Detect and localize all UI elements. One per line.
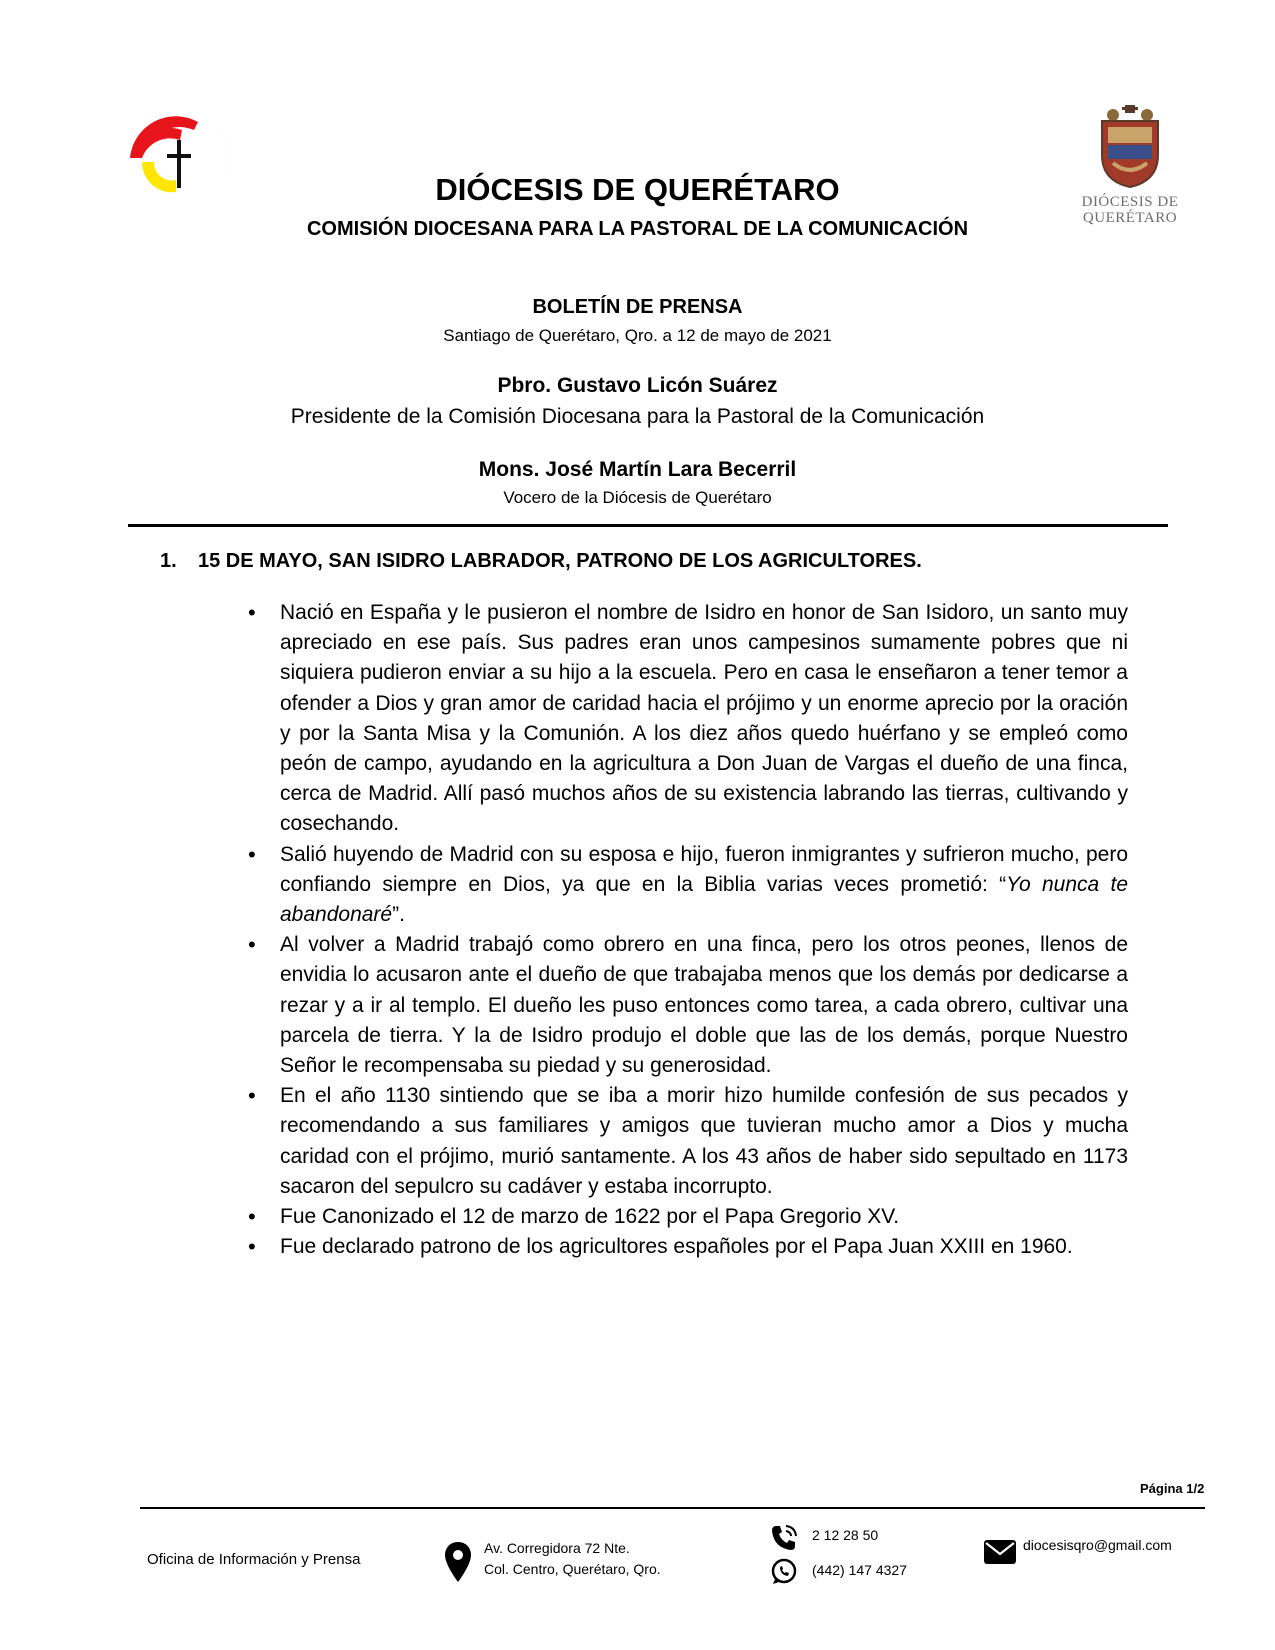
mail-icon — [983, 1539, 1017, 1565]
phone-number: 2 12 28 50 — [812, 1527, 879, 1543]
diocese-seal — [1075, 103, 1185, 233]
section-title: 15 DE MAYO, SAN ISIDRO LABRADOR, PATRONO DE LOS AGRICULTORES. — [198, 550, 922, 572]
location-pin-icon — [444, 1541, 472, 1583]
page-title: DIÓCESIS DE QUERÉTARO — [435, 172, 840, 207]
section-heading — [160, 550, 922, 573]
list-item: • Nació en España y le pusieron el nombre de Isidro en honor de San Isidoro, un santo muy apreciado en ese país. Sus padres eran unos campesinos sumamente pobres que ni siquiera pudieron enviar a su hijo a la escuela. Pero en casa le enseñaron a tener temor a ofender a Dios y gran amor de caridad hacia el prójimo y un enorme aprecio por la oración y por la Santa Misa y la Comunión. A los diez años quedo huérfano y se empleó como peón de campo, ayudando en la agricultura a Don Juan de Vargas el dueño de una finca, cerca de Madrid. Allí pasó muchos años de su existencia labrando las tierras, cultivando y cosechando. — [248, 598, 1128, 840]
address-line2: Col. Centro, Querétaro, Qro. — [484, 1561, 661, 1577]
phone-icon — [770, 1524, 798, 1552]
header-divider — [128, 524, 1168, 527]
bulletin-date: Santiago de Querétaro, Qro. a 12 de mayo de 2021 — [443, 326, 832, 345]
address-line1: Av. Corregidora 72 Nte. — [484, 1540, 630, 1556]
page-number: Página 1/2 — [1140, 1481, 1205, 1496]
page-subtitle: COMISIÓN DIOCESANA PARA LA PASTORAL DE LA COMUNICACIÓN — [306, 218, 969, 240]
person1-role: Presidente de la Comisión Diocesana para la Pastoral de la Comunicación — [290, 405, 985, 428]
bulletin-label: BOLETÍN DE PRENSA — [532, 296, 743, 318]
seal-text-line2: QUERÉTARO — [1082, 210, 1178, 226]
section-number: 1. — [160, 550, 177, 572]
whatsapp-number: (442) 147 4327 — [812, 1562, 907, 1578]
bullet-list — [248, 598, 1128, 1262]
office-name: Oficina de Información y Prensa — [147, 1551, 361, 1568]
footer-divider — [140, 1507, 1205, 1509]
list-item: • Fue declarado patrono de los agricultores españoles por el Papa Juan XXIII en 1960. — [248, 1232, 1128, 1262]
email-address: diocesisqro@gmail.com — [1023, 1537, 1172, 1553]
list-item: • En el año 1130 sintiendo que se iba a morir hizo humilde confesión de sus pecados y recomendando a sus familiares y amigos que tuvieran mucho amor a Dios y mucha caridad con el prójimo, murió santamente. A los 43 años de haber sido sepultado en 1173 sacaron del sepulcro su cadáver y estaba incorrupto. — [248, 1081, 1128, 1202]
quote-text: Yo nunca te abandonaré — [280, 872, 1128, 927]
person2-name: Mons. José Martín Lara Becerril — [478, 458, 797, 481]
person1-name: Pbro. Gustavo Licón Suárez — [497, 374, 778, 397]
list-item: • Salió huyendo de Madrid con su esposa e hijo, fueron inmigrantes y sufrieron mucho, pero confiando siempre en Dios, ya que en la Biblia varias veces prometió: “Yo nunca te abandonaré”. — [248, 840, 1128, 931]
whatsapp-icon — [770, 1558, 798, 1586]
person2-role: Vocero de la Diócesis de Querétaro — [503, 488, 772, 507]
list-item: • Al volver a Madrid trabajó como obrero en una finca, pero los otros peones, llenos de envidia lo acusaron ante el dueño de que trabajaba menos que los demás por dedicarse a rezar y a ir al templo. El dueño les puso entonces como tarea, a cada obrero, cultivar una parcela de tierra. Y la de Isidro produjo el doble que las de los demás, porque Nuestro Señor le recompensaba su piedad y su generosidad. — [248, 930, 1128, 1081]
seal-text-line1: DIÓCESIS DE — [1081, 194, 1179, 210]
list-item: • Fue Canonizado el 12 de marzo de 1622 por el Papa Gregorio XV. — [248, 1202, 1128, 1232]
